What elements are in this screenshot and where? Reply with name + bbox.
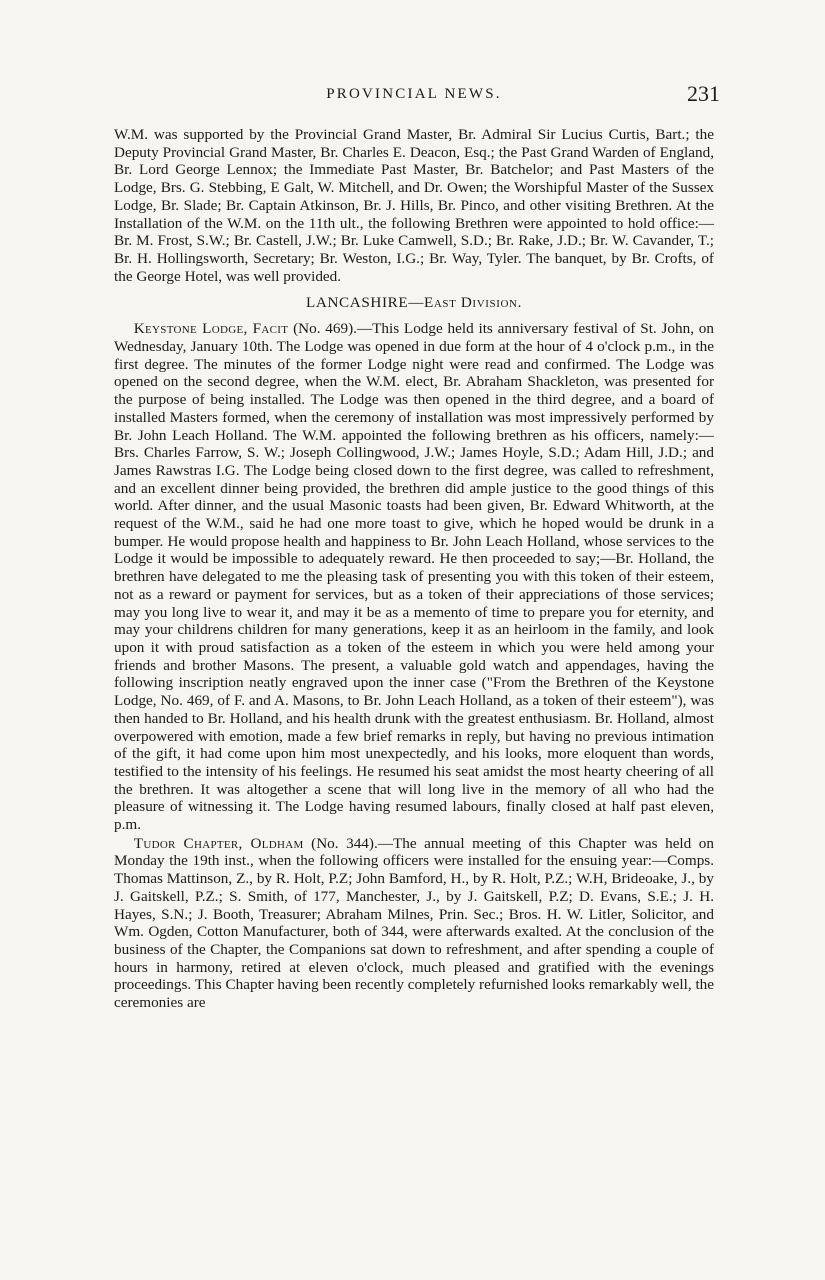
- paragraph-body: (No. 469).—This Lodge held its anniversary festival of St. John, on Wednesday, January 10th. The Lodge was opened in due form at the hour of 4 o'clock p.m., in the first degree. The minutes of the former Lodge night were read and confirmed. The Lodge was opened on the second degree, when the W.M. elect, Br. Abraham Shackleton, was presented for the purpose of being installed. The Lodge was then opened in the third degree, and a board of installed Masters formed, when the ceremony of installation was most impressively performed by Br. John Leach Holland. The W.M. appointed the following brethren as his officers, namely:—Brs. Charles Farrow, S. W.; Joseph Collingwood, J.W.; James Hoyle, S.D.; Adam Hill, J.D.; and James Rawstras I.G. The Lodge being closed down to the first degree, was called to refreshment, and an excellent dinner being provided, the brethren did ample justice to the good things of this world. After dinner, and the usual Masonic toasts had been given, Br. Edward Whitworth, at the request of the W.M., said he had one more toast to give, which he hoped would be drunk in a bumper. He would propose health and happiness to Br. John Leach Holland, whose services to the Lodge it would be impossible to adequately reward. He then proceeded to say;—Br. Holland, the brethren have delegated to me the pleasing task of presenting you with this token of their esteem, not as a reward or payment for services, but as a token of their appreciations of those services; may you long live to wear it, and may it be as a memento of time to prepare you for eternity, and may your childrens children for many generations, keep it as an heirloom in the family, and look upon it with proud satisfaction as a token of the esteem in which you were held among your friends and brother Masons. The present, a valuable gold watch and appendages, having the following inscription neatly engraved upon the inner case ("From the Brethren of the Keystone Lodge, No. 469, of F. and A. Masons, to Br. John Leach Holland, as a token of their esteem"), was then handed to Br. Holland, and his health drunk with the greatest enthusiasm. Br. Holland, almost overpowered with emotion, made a few brief remarks in reply, but having no previous intimation of the gift, it had come upon him most unexpectedly, and his looks, more eloquent than words, testified to the intensity of his feelings. He resumed his seat amidst the most hearty cheering of all the brethren. It was altogether a scene that will long live in the memory of all who had the pleasure of witnessing it. The Lodge having resumed labours, finally closed at half past eleven, p.m.: [114, 320, 714, 834]
- running-title: PROVINCIAL NEWS.: [326, 86, 502, 102]
- paragraph-tudor-chapter: [114, 835, 714, 1012]
- paragraph-sussex-continuation: W.M. was supported by the Provincial Grand Master, Br. Admiral Sir Lucius Curtis, Bart.; the Deputy Provincial Grand Master, Br. Charles E. Deacon, Esq.; the Past Grand Warden of England, Br. Lord George Lennox; the Immediate Past Master, Br. Batchelor; and Past Masters of the Lodge, Brs. G. Stebbing, E Galt, W. Mitchell, and Dr. Owen; the Worshipful Master of the Sussex Lodge, Br. Slade; Br. Captain Atkinson, Br. J. Hills, Br. Pinco, and other visiting Brethren. At the Installation of the W.M. on the 11th ult., the following Brethren were appointed to hold office:—Br. M. Frost, S.W.; Br. Castell, J.W.; Br. Luke Camwell, S.D.; Br. Rake, J.D.; Br. W. Cavander, T.; Br. H. Hollingsworth, Secretary; Br. Weston, I.G.; Br. Way, Tyler. The banquet, by Br. Crofts, of the George Hotel, was well provided.: [114, 126, 714, 285]
- page-number: 231: [687, 81, 720, 106]
- paragraph-lead: Keystone Lodge, Facit: [133, 320, 289, 338]
- paragraph-keystone-lodge: [114, 320, 714, 833]
- section-heading: LANCASHIRE—East Division.: [306, 294, 522, 312]
- paragraph-lead: Tudor Chapter, Oldham: [133, 834, 304, 852]
- running-head: [114, 81, 720, 114]
- paragraph-body: (No. 344).—The annual meeting of this Chapter was held on Monday the 19th inst., when the following officers were installed for the ensuing year:—Comps. Thomas Mattinson, Z., by R. Holt, P.Z; John Bamford, H., by R. Holt, P.Z.; W.H, Brideoake, J., by J. Gaitskell, P.Z.; S. Smith, of 177, Manchester, J., by J. Gaitskell, P.Z; D. Evans, S.E.; J. H. Hayes, S.N.; J. Booth, Treasurer; Abraham Milnes, Prin. Sec.; Bros. H. W. Litler, Solicitor, and Wm. Ogden, Cotton Manufacturer, both of 344, were afterwards exalted. At the conclusion of the business of the Chapter, the Companions sat down to refreshment, and after spending a couple of hours in harmony, retired at eleven o'clock, much pleased and gratified with the evenings proceedings. This Chapter having been recently completely refurnished looks remarkably well, the ceremonies are: [114, 834, 714, 1012]
